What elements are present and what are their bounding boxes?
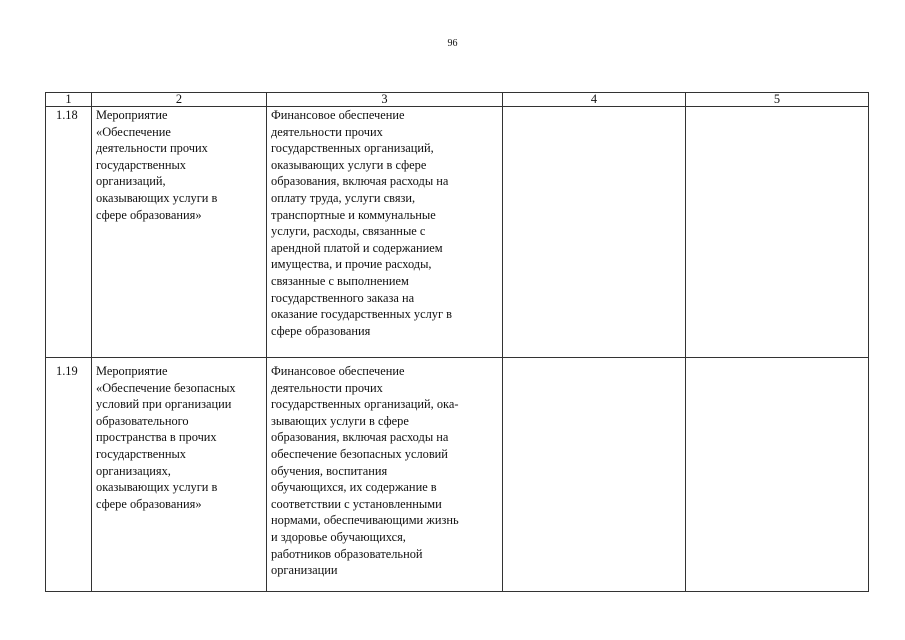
table-row <box>46 358 869 592</box>
event-name: Мероприятие «Обеспечение безопасных условий при организации образовательного пространства в прочих государственных организациях, оказывающих услуги в сфере образования» <box>92 358 267 592</box>
column-5-cell <box>686 358 869 592</box>
column-4-cell <box>503 107 686 358</box>
row-number: 1.18 <box>46 107 92 358</box>
column-4-cell <box>503 358 686 592</box>
event-name: Мероприятие «Обеспечение деятельности прочих государственных организаций, оказывающих услуги в сфере образования» <box>92 107 267 358</box>
table-header-row <box>46 93 869 107</box>
event-description: Финансовое обеспечение деятельности прочих государственных организаций, оказывающих услуги в сфере образования, включая расходы на оплату труда, услуги связи, транспортные и коммунальные услуги, расходы, связанные с арендной платой и содержанием имущества, и прочие расходы, связанные с выполнением государственного заказа на оказание государственных услуг в сфере образования <box>267 107 503 358</box>
page-number: 96 <box>447 38 458 49</box>
column-header-4: 4 <box>503 93 686 107</box>
column-header-3: 3 <box>267 93 503 107</box>
column-header-2: 2 <box>92 93 267 107</box>
row-number: 1.19 <box>46 358 92 592</box>
table-row <box>46 107 869 358</box>
column-header-5: 5 <box>686 93 869 107</box>
document-table <box>45 92 869 592</box>
column-5-cell <box>686 107 869 358</box>
event-description: Финансовое обеспечение деятельности прочих государственных организаций, ока- зывающих услуги в сфере образования, включая расходы на обеспечение безопасных условий обучения, воспитания обучающихся, их содержание в соответствии с установленными нормами, обеспечивающими жизнь и здоровье обучающихся, работников образовательной организации <box>267 358 503 592</box>
column-header-1: 1 <box>46 93 92 107</box>
